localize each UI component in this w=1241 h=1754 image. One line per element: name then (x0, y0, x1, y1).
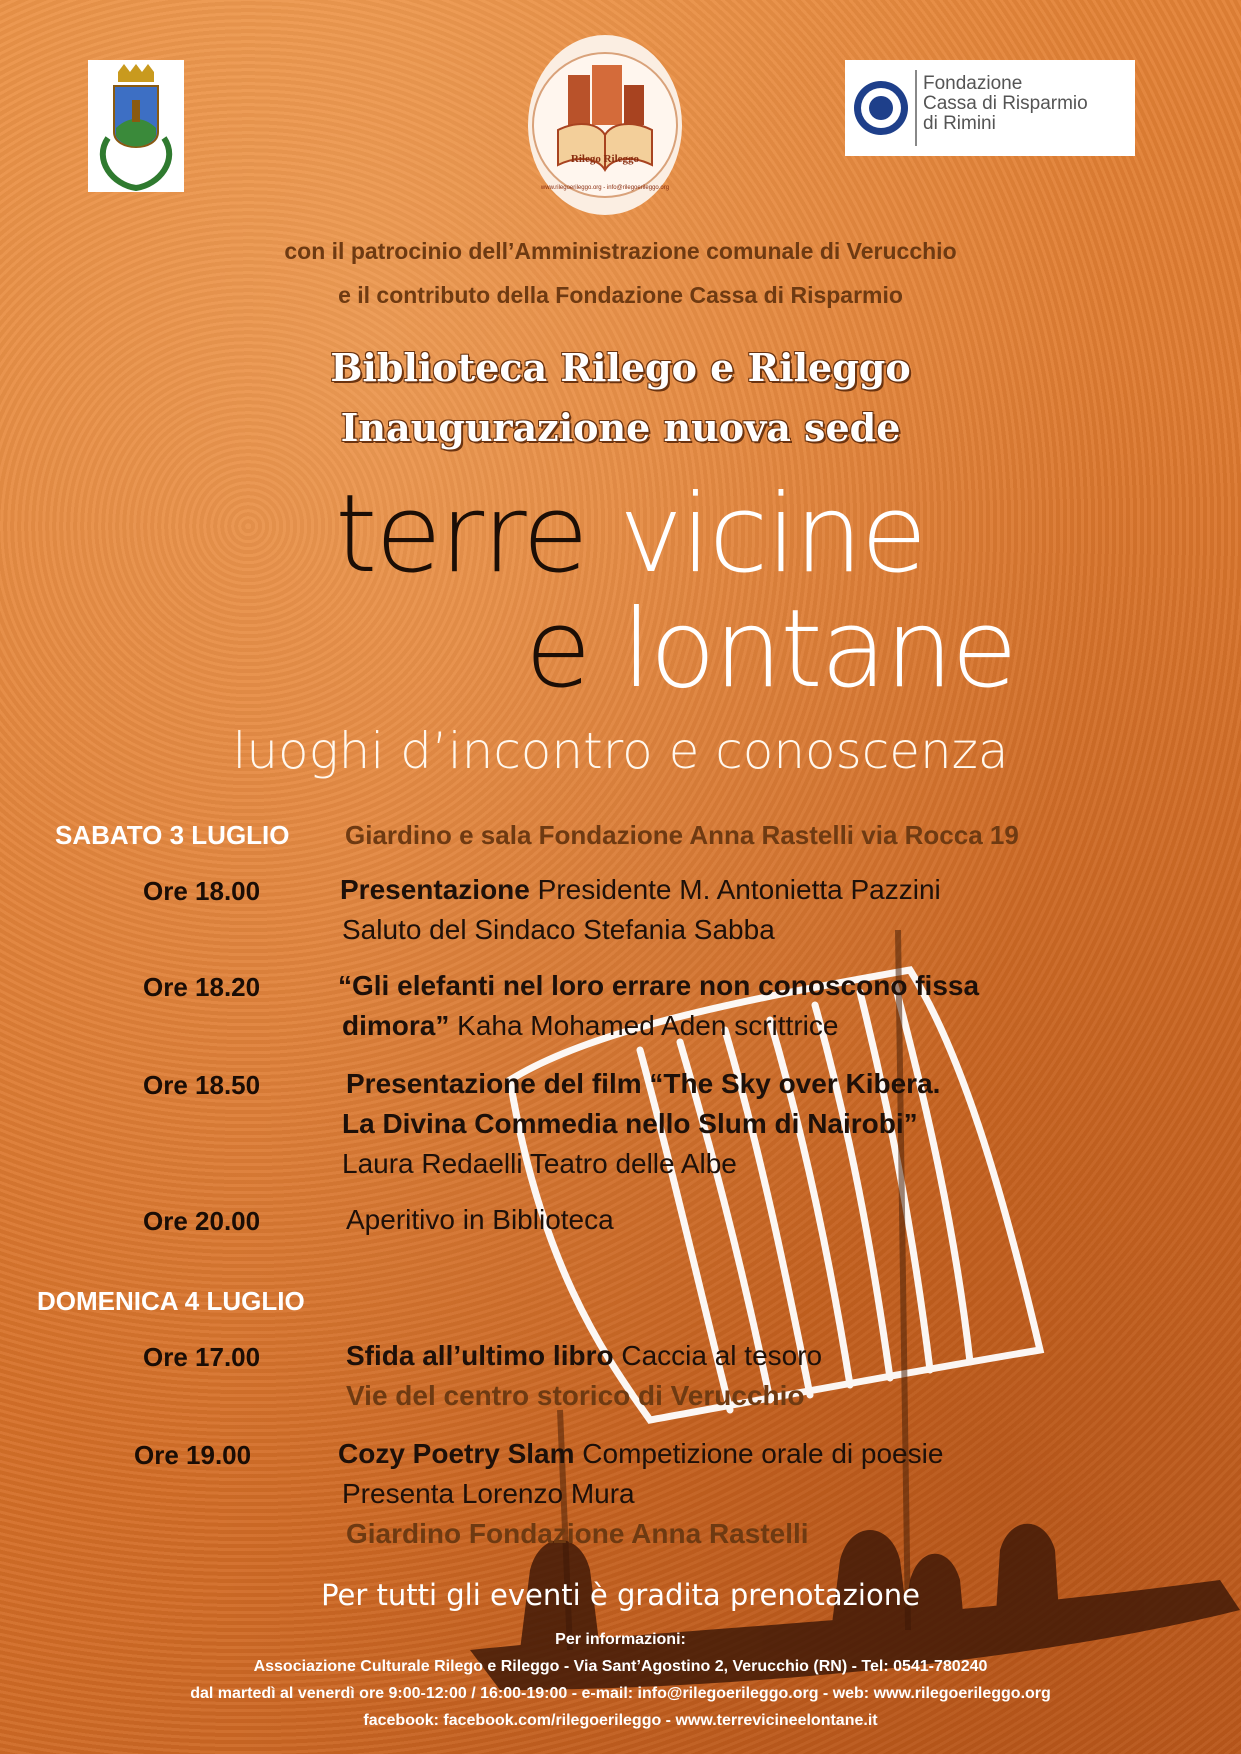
day1-event3-line1 (346, 1068, 940, 1100)
day1-event3-title: Presentazione del film “The Sky over Kibera. (346, 1068, 941, 1099)
day1-event1-text: Presidente M. Antonietta Pazzini (529, 874, 941, 905)
day1-event2-line2 (342, 1010, 838, 1042)
day1-event2-title: “Gli elefanti nel loro errare non conoscono fissa (338, 970, 980, 1001)
fondazione-line2: Cassa di Risparmio (923, 93, 1088, 114)
day1-event2-line1 (338, 970, 979, 1002)
title-word-vicine: vicine (619, 472, 926, 597)
info-address: Associazione Culturale Rilego e Rileggo - Via Sant’Agostino 2, Verucchio (RN) - Tel: 0541-780240 (253, 1658, 988, 1675)
day2-event1-text: Caccia al tesoro (613, 1340, 823, 1371)
day2-event2-title: Cozy Poetry Slam (338, 1438, 575, 1469)
day2-event1-line1 (346, 1340, 822, 1372)
fondazione-line1: Fondazione (923, 73, 1023, 94)
title-word-lontane: lontane (621, 587, 1016, 712)
title-word-e: e (525, 587, 590, 712)
day1-event3-time: Ore 18.50 (143, 1070, 261, 1100)
rilego-circle-text: www.rilegoerileggo.org - info@rilegoerileggo.org (540, 185, 670, 191)
title-subtitle: luoghi d’incontro e conoscenza (232, 722, 1009, 780)
comune-crest (88, 60, 184, 192)
title-line2 (525, 587, 1016, 712)
info-title: Per informazioni: (555, 1631, 686, 1648)
day1-label: SABATO 3 LUGLIO (55, 820, 290, 850)
title-word-terre: terre (335, 472, 587, 597)
day2-event1-title: Sfida all’ultimo libro (346, 1340, 614, 1371)
day2-event2-line2: Presenta Lorenzo Mura (342, 1478, 635, 1509)
day1-event1-title: Presentazione (340, 874, 530, 905)
day1-event2-time: Ore 18.20 (143, 972, 261, 1002)
headline-line1: Biblioteca Rilego e Rileggo (330, 345, 911, 390)
day1-event1-line1 (340, 874, 941, 906)
fondazione-divider (915, 70, 917, 146)
day2-event2-text: Competizione orale di poesie (574, 1438, 944, 1469)
day2-event2-time: Ore 19.00 (134, 1440, 252, 1470)
day2-event2-venue: Giardino Fondazione Anna Rastelli (346, 1518, 809, 1549)
rilego-logo (528, 35, 682, 215)
day1-event3-title-end: La Divina Commedia nello Slum di Nairobi” (342, 1108, 918, 1139)
day1-event3-line2 (342, 1108, 918, 1140)
day1-event4-line1: Aperitivo in Biblioteca (346, 1204, 614, 1235)
fondazione-cassa-logo (845, 60, 1135, 156)
rilego-brand-text: Rilego Rileggo (570, 153, 640, 165)
title-line1 (335, 472, 926, 597)
patronage-line2: e il contributo della Fondazione Cassa di Risparmio (338, 282, 903, 308)
day2-event1-time: Ore 17.00 (143, 1342, 261, 1372)
day2-label: DOMENICA 4 LUGLIO (37, 1286, 305, 1316)
day1-event1-line2: Saluto del Sindaco Stefania Sabba (342, 914, 775, 945)
headline-line2: Inaugurazione nuova sede (340, 405, 901, 450)
day1-event2-author: Kaha Mohamed Aden scrittrice (449, 1010, 839, 1041)
day1-event3-line3: Laura Redaelli Teatro delle Albe (342, 1148, 737, 1179)
day1-event2-title-end: dimora” (342, 1010, 450, 1041)
fondazione-emblem-icon (851, 78, 911, 138)
booking-note: Per tutti gli eventi è gradita prenotazione (321, 1578, 920, 1612)
fondazione-line3: di Rimini (923, 113, 996, 134)
info-social: facebook: facebook.com/rilegoerileggo - www.terrevicineelontane.it (363, 1712, 878, 1729)
day1-venue: Giardino e sala Fondazione Anna Rastelli via Rocca 19 (345, 820, 1019, 850)
day1-event4-time: Ore 20.00 (143, 1206, 261, 1236)
info-hours-contacts: dal martedì al venerdì ore 9:00-12:00 / 16:00-19:00 - e-mail: info@rilegoerileggo.org - web: www.rilegoerileggo.org (190, 1685, 1051, 1702)
day2-event1-venue: Vie del centro storico di Verucchio (346, 1380, 805, 1411)
day1-event1-time: Ore 18.00 (143, 876, 261, 906)
patronage-line1: con il patrocinio dell’Amministrazione comunale di Verucchio (284, 238, 957, 264)
fondazione-name (923, 74, 1088, 134)
verucchio-crest-icon (88, 60, 184, 192)
day2-event2-line1 (338, 1438, 943, 1470)
